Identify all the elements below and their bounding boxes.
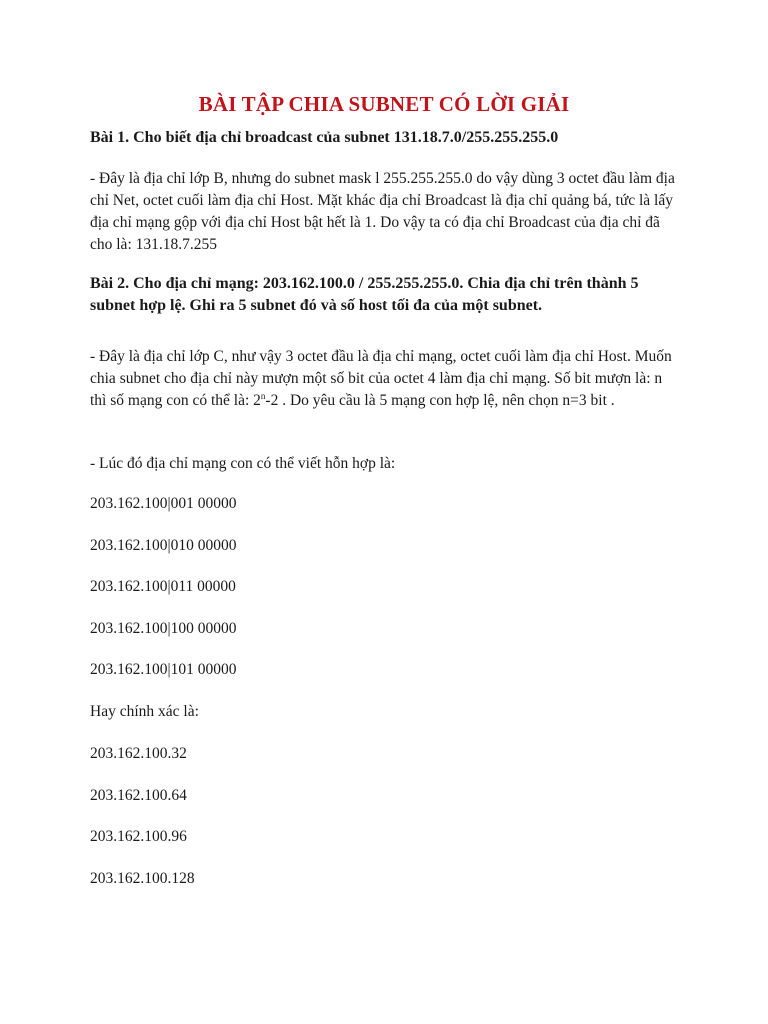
exact-address-1: 203.162.100.32	[90, 745, 187, 762]
mixed-address-1: 203.162.100|001 00000	[90, 495, 237, 512]
exercise-2-answer-part1: - Đây là địa chỉ lớp C, như vậy 3 octet đầu là địa chỉ mạng, octet cuối làm địa chỉ Host. Muốn chia subnet cho địa chỉ này mượn một số bit của octet 4 làm địa chỉ mạng. Số bit mượn là: n thì số mạng con có thể là: 2	[90, 348, 672, 409]
exact-address-2: 203.162.100.64	[90, 787, 187, 804]
exercise-1-answer: - Đây là địa chỉ lớp B, nhưng do subnet mask l 255.255.255.0 do vậy dùng 3 octet đầu làm địa chỉ Net, octet cuối làm địa chỉ Host. Mặt khác địa chỉ Broadcast là địa chỉ quảng bá, tức là lấy địa chỉ mạng gộp với địa chỉ Host bật hết là 1. Do vậy ta có địa chỉ Broadcast của địa chỉ đã cho là: 131.18.7.255	[90, 170, 675, 253]
mixed-address-5: 203.162.100|101 00000	[90, 661, 237, 678]
exercise-2-answer	[90, 346, 680, 412]
exact-address-3: 203.162.100.96	[90, 828, 187, 845]
mixed-address-2: 203.162.100|010 00000	[90, 537, 237, 554]
exercise-1-heading: Bài 1. Cho biết địa chỉ broadcast của subnet 131.18.7.0/255.255.255.0	[90, 129, 559, 146]
mixed-address-3: 203.162.100|011 00000	[90, 578, 236, 595]
mixed-intro: - Lúc đó địa chỉ mạng con có thể viết hỗn hợp là:	[90, 455, 396, 472]
exercise-2-heading: Bài 2. Cho địa chỉ mạng: 203.162.100.0 / 255.255.255.0. Chia địa chỉ trên thành 5 subnet hợp lệ. Ghi ra 5 subnet đó và số host tối đa của một subnet.	[90, 275, 639, 314]
exercise-2-answer-part2: -2 . Do yêu cầu là 5 mạng con hợp lệ, nên chọn n=3 bit .	[265, 392, 615, 409]
exact-intro: Hay chính xác là:	[90, 703, 199, 720]
document-title: BÀI TẬP CHIA SUBNET CÓ LỜI GIẢI	[198, 92, 570, 116]
exponent-n: n	[260, 390, 266, 401]
mixed-address-4: 203.162.100|100 00000	[90, 620, 237, 637]
exact-address-4: 203.162.100.128	[90, 870, 195, 887]
